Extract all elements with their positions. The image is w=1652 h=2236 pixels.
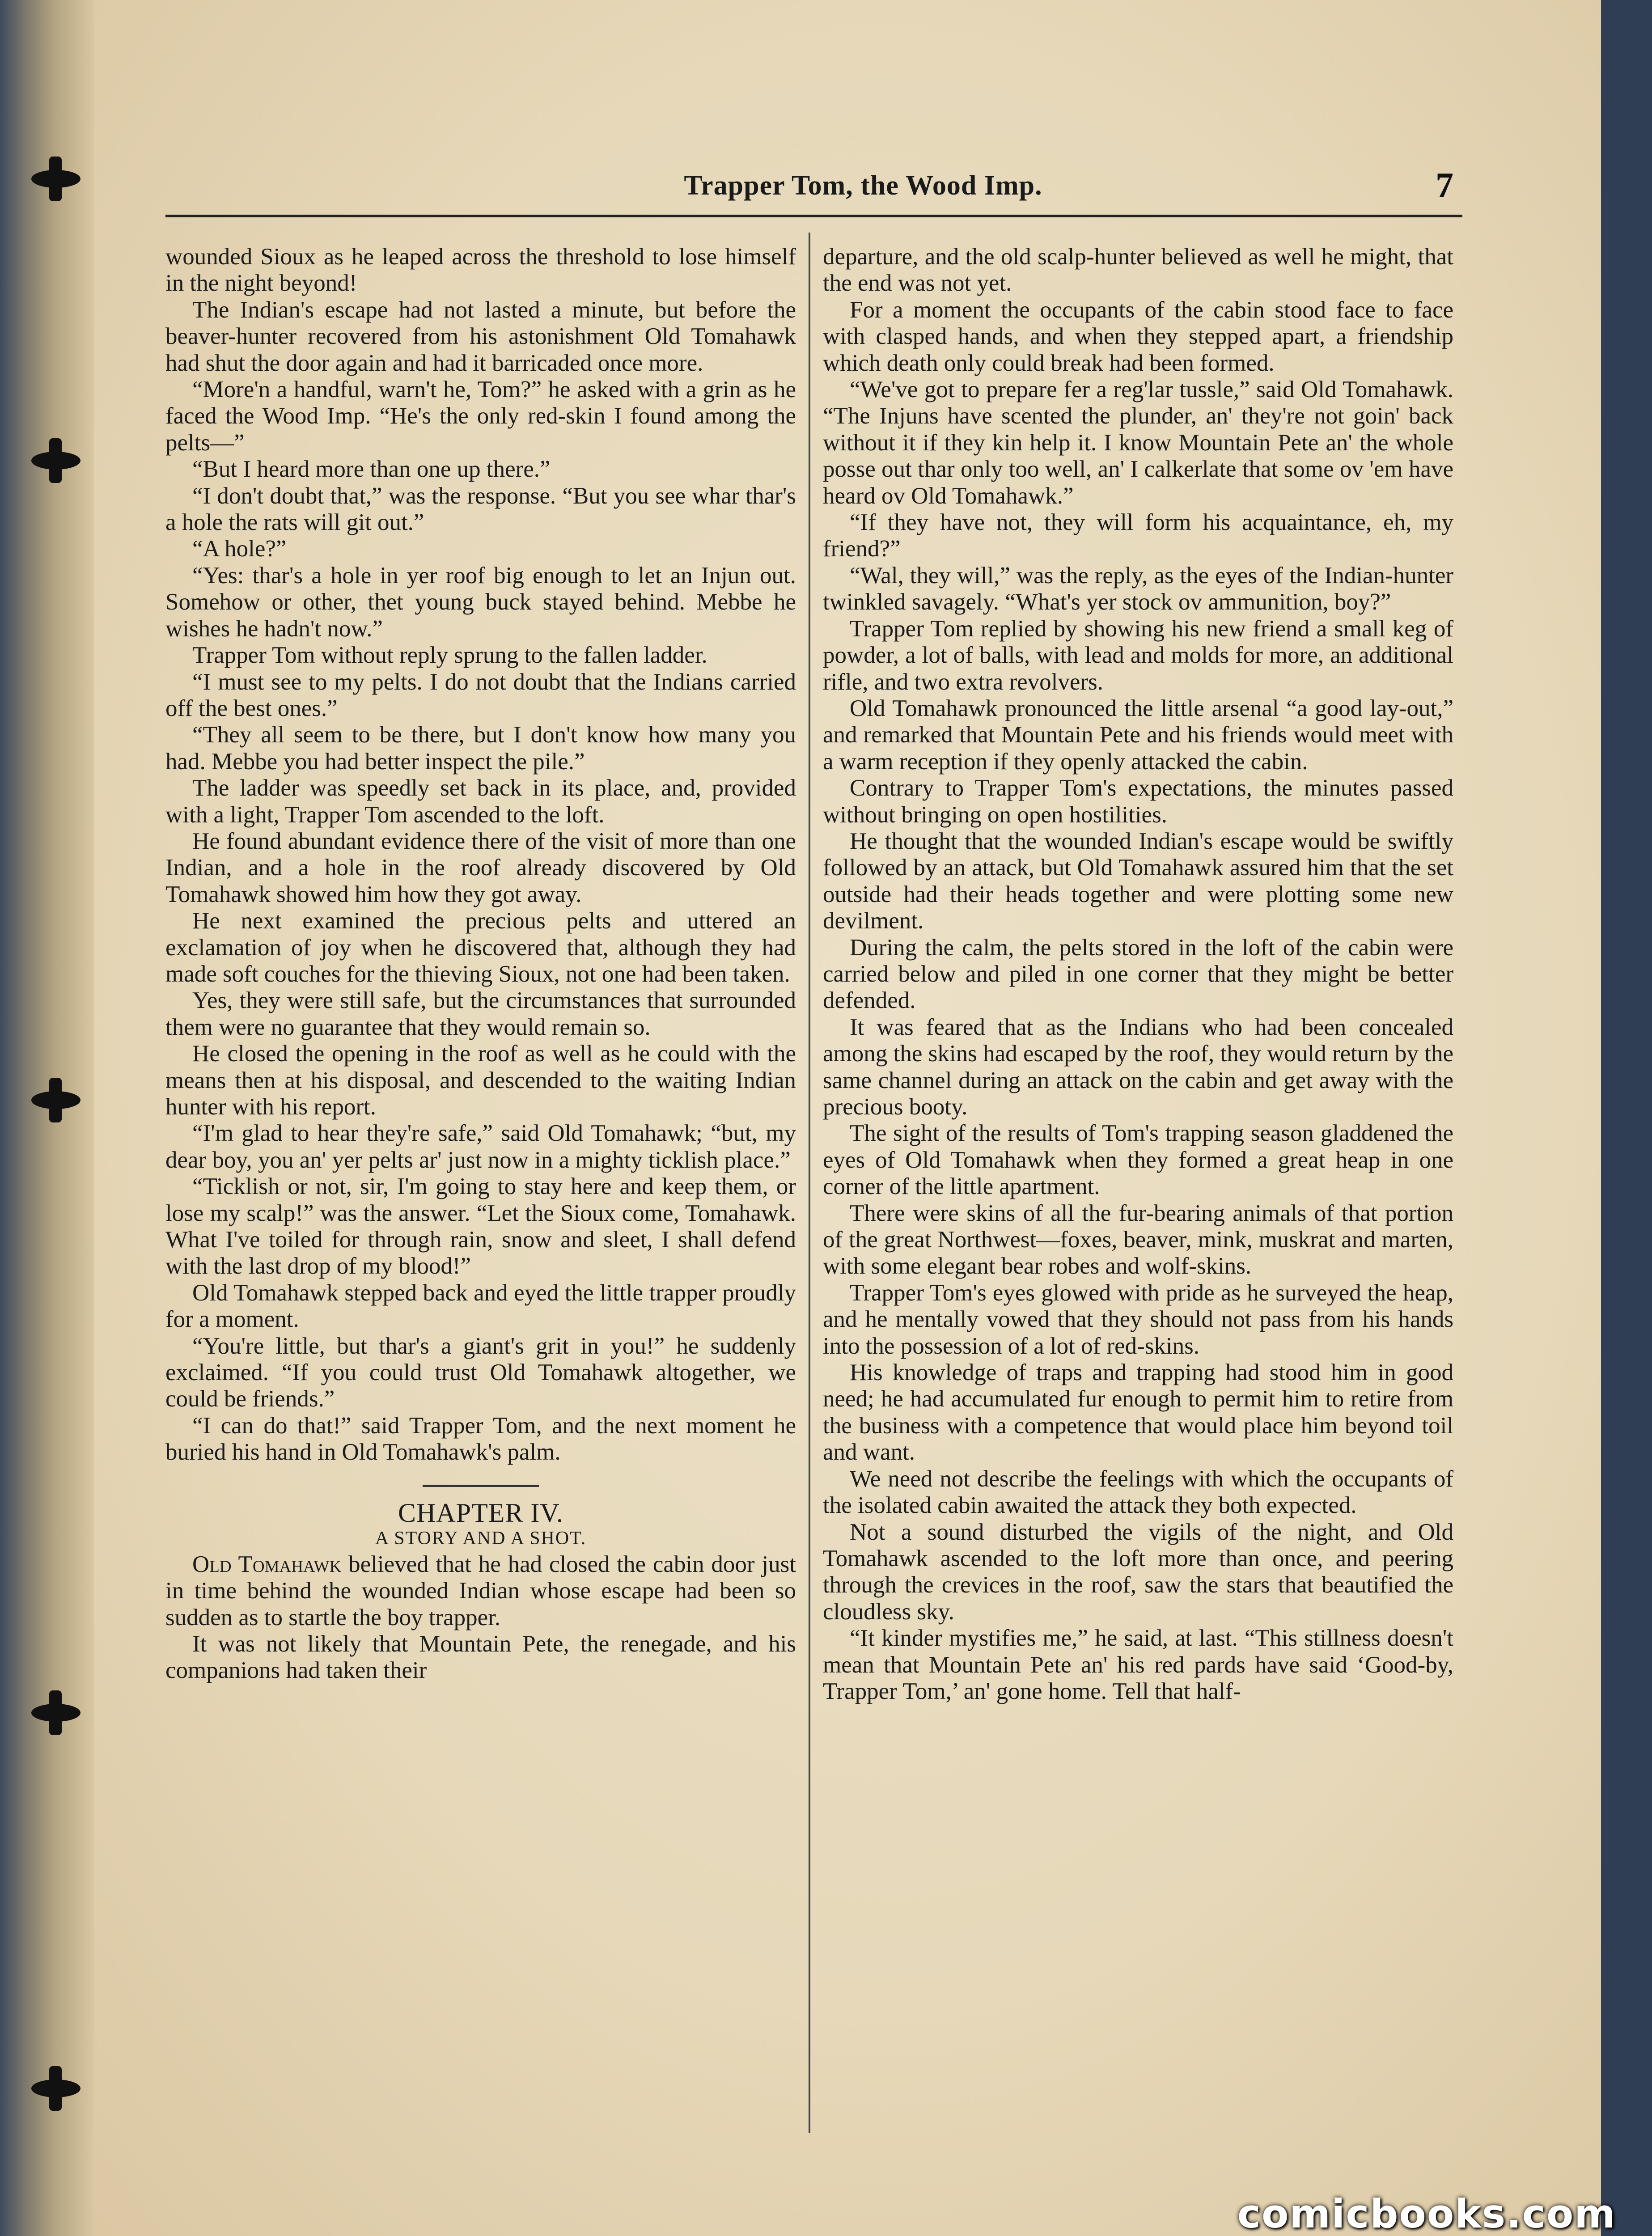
paragraph: Trapper Tom's eyes glowed with pride as he surveyed the heap, and he mentally vowed that they should not pass from his hands into the possession of a lot of red-skins. <box>823 1279 1453 1359</box>
paragraph: “They all seem to be there, but I don't know how many you had. Mebbe you had better inspect the pile.” <box>165 722 796 775</box>
paragraph: “More'n a handful, warn't he, Tom?” he asked with a grin as he faced the Wood Imp. “He's the only red-skin I found among the pelts—” <box>165 377 796 456</box>
paragraph: He thought that the wounded Indian's escape would be swiftly followed by an attack, but Old Tomahawk assured him that the set outside had their heads together and were plotting some new devilment. <box>823 828 1453 934</box>
paragraph: “I must see to my pelts. I do not doubt that the Indians carried off the best ones.” <box>165 669 796 721</box>
paragraph: Trapper Tom replied by showing his new friend a small keg of powder, a lot of balls, with lead and molds for more, an additional rifle, and two extra revolvers. <box>823 615 1453 695</box>
paragraph: For a moment the occupants of the cabin stood face to face with clasped hands, and when they stepped apart, a friendship which death only could break had been formed. <box>823 296 1453 376</box>
watermark: comicbooks.com <box>1237 2191 1616 2236</box>
paragraph: “I can do that!” said Trapper Tom, and the next moment he buried his hand in Old Tomahawk's palm. <box>165 1412 796 1465</box>
paragraph: During the calm, the pelts stored in the loft of the cabin were carried below and piled in one corner that they might be better defended. <box>823 934 1453 1014</box>
paragraph: It was feared that as the Indians who had been concealed among the skins had escaped by the roof, they would return by the same channel during an attack on the cabin and get away with the precious booty. <box>823 1014 1453 1120</box>
staple-icon <box>31 1091 80 1109</box>
chapter-first-paragraph-text: believed that he had closed the cabin door just in time behind the wounded Indian whose escape had been so sudden as to startle the boy trapper. <box>165 1551 796 1630</box>
chapter-text <box>165 1631 796 1684</box>
paragraph: “We've got to prepare fer a reg'lar tussle,” said Old Tomahawk. “The Injuns have scented the plunder, an' they're not goin' back without it if they kin help it. I know Mountain Pete an' the whole posse out thar only too well, an' I calkerlate that some ov 'em have heard ov Old Tomahawk.” <box>823 377 1453 509</box>
page-number: 7 <box>1436 166 1453 205</box>
paragraph: “Yes: thar's a hole in yer roof big enough to let an Injun out. Somehow or other, thet young buck stayed behind. Mebbe he wishes he hadn't now.” <box>165 562 796 642</box>
paragraph: His knowledge of traps and trapping had stood him in good need; he had accumulated fur enough to permit him to retire from the business with a competence that would place him beyond toil and want. <box>823 1359 1453 1465</box>
paragraph: He next examined the precious pelts and uttered an exclamation of joy when he discovered that, although they had made soft couches for the thieving Sioux, not one had been taken. <box>165 908 796 987</box>
right-column <box>823 244 1453 2140</box>
binding-spine <box>0 0 94 2236</box>
paragraph: “You're little, but thar's a giant's grit in you!” he suddenly exclaimed. “If you could trust Old Tomahawk altogether, we could be friends.” <box>165 1333 796 1412</box>
paragraph: The ladder was speedly set back in its place, and, provided with a light, Trapper Tom ascended to the loft. <box>165 775 796 828</box>
paragraph: “A hole?” <box>192 536 287 562</box>
staple-icon <box>31 452 80 470</box>
paragraph: wounded Sioux as he leaped across the threshold to lose himself in the night beyond! <box>165 244 796 296</box>
paragraph: The sight of the results of Tom's trapping season gladdened the eyes of Old Tomahawk when they formed a great heap in one corner of the little apartment. <box>823 1120 1453 1200</box>
paragraph: “I don't doubt that,” was the response. “But you see whar thar's a hole the rats will git out.” <box>165 483 796 536</box>
running-title: Trapper Tom, the Wood Imp. <box>684 170 1042 201</box>
paragraph: Yes, they were still safe, but the circumstances that surrounded them were no guarantee that they would remain so. <box>165 987 796 1040</box>
paragraph: “But I heard more than one up there.” <box>192 456 551 483</box>
paragraph: He closed the opening in the roof as well as he could with the means then at his disposal, and descended to the waiting Indian hunter with his report. <box>165 1041 796 1120</box>
paragraph: Old Tomahawk stepped back and eyed the little trapper proudly for a moment. <box>165 1279 796 1333</box>
column-divider <box>809 233 810 2133</box>
staple-icon <box>31 170 80 188</box>
paragraph: departure, and the old scalp-hunter believed as well he might, that the end was not yet. <box>823 244 1453 296</box>
paragraph: He found abundant evidence there of the visit of more than one Indian, and a hole in the roof already discovered by Old Tomahawk showed him how they got away. <box>165 828 796 907</box>
chapter-lead-words: Old Tomahawk <box>192 1551 342 1577</box>
paragraph: It was not likely that Mountain Pete, the renegade, and his companions had taken their <box>165 1630 796 1684</box>
chapter-title: CHAPTER IV. <box>398 1498 563 1528</box>
page-header <box>165 165 1462 217</box>
right-column-text <box>823 244 1453 1705</box>
paragraph: “It kinder mystifies me,” he said, at last. “This stillness doesn't mean that Mountain Pete an' his red pards have said ‘Good-by, Trapper Tom,’ an' gone home. Tell that half- <box>823 1625 1453 1704</box>
chapter-subtitle: A STORY AND A SHOT. <box>375 1528 587 1549</box>
paragraph: Not a sound disturbed the vigils of the night, and Old Tomahawk ascended to the loft more than once, and peering through the crevices in the roof, saw the stars that beautified the cloudless sky. <box>823 1519 1453 1625</box>
staple-icon <box>31 1704 80 1722</box>
left-column <box>165 244 796 2140</box>
paragraph: “Wal, they will,” was the reply, as the eyes of the Indian-hunter twinkled savagely. “What's yer stock ov ammunition, boy?” <box>823 562 1453 615</box>
paragraph: We need not describe the feelings with which the occupants of the isolated cabin awaited the attack they both expected. <box>823 1465 1453 1519</box>
chapter-divider <box>423 1485 539 1487</box>
paragraph: “Ticklish or not, sir, I'm going to stay here and keep them, or lose my scalp!” was the answer. “Let the Sioux come, Tomahawk. What I've toiled for through rain, snow and sleet, I shall defend with the last drop of my blood!” <box>165 1173 796 1279</box>
left-column-text <box>165 244 796 1466</box>
paragraph: There were skins of all the fur-bearing animals of that portion of the great Northwest—foxes, beaver, mink, muskrat and marten, with some elegant bear robes and wolf-skins. <box>823 1200 1453 1279</box>
chapter-first-paragraph <box>165 1551 796 1631</box>
paragraph: Contrary to Trapper Tom's expectations, the minutes passed without bringing on open hostilities. <box>823 775 1453 828</box>
staple-icon <box>31 2079 80 2097</box>
paragraph: “If they have not, they will form his acquaintance, eh, my friend?” <box>823 509 1453 562</box>
paragraph: The Indian's escape had not lasted a minute, but before the beaver-hunter recovered from his astonishment Old Tomahawk had shut the door again and had it barricaded once more. <box>165 296 796 376</box>
paragraph: “I'm glad to hear they're safe,” said Old Tomahawk; “but, my dear boy, you an' yer pelts ar' just now in a mighty ticklish place.” <box>165 1120 796 1173</box>
paragraph: Trapper Tom without reply sprung to the fallen ladder. <box>192 642 707 669</box>
paragraph: Old Tomahawk pronounced the little arsenal “a good lay-out,” and remarked that Mountain Pete and his friends would meet with a warm reception if they openly attacked the cabin. <box>823 695 1453 775</box>
